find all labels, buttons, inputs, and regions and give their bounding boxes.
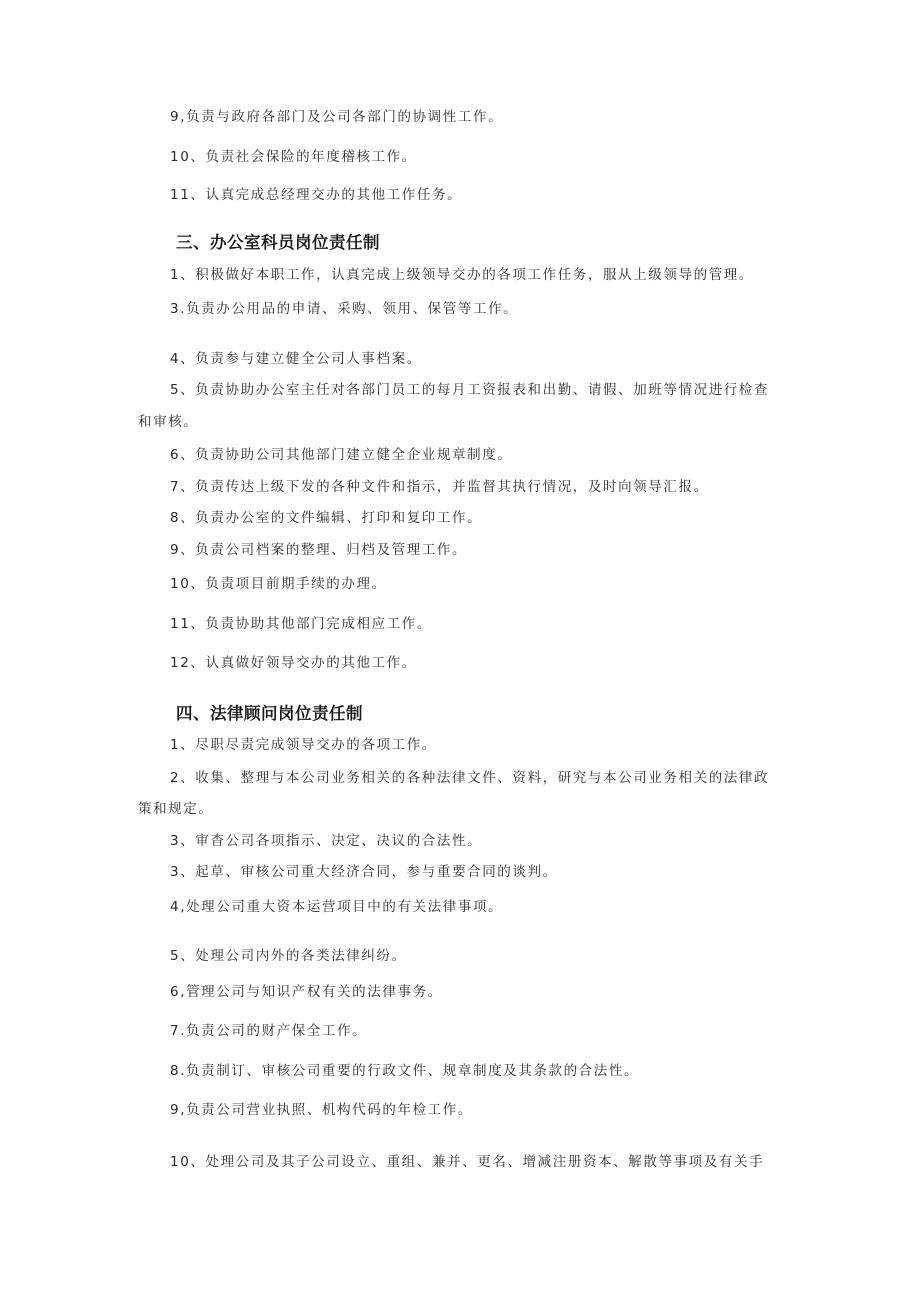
paragraph-line: 10、负责项目前期手续的办理。 bbox=[170, 576, 387, 592]
section-heading: 三、办公室科员岗位责任制 bbox=[176, 233, 380, 252]
paragraph-line: 12、认真做好领导交办的其他工作。 bbox=[170, 655, 417, 671]
paragraph-line: 8.负责制订、审核公司重要的行政文件、规章制度及其条款的合法性。 bbox=[170, 1063, 640, 1079]
paragraph-line: 9,负责公司营业执照、机构代码的年检工作。 bbox=[170, 1102, 473, 1118]
paragraph-line: 5、负责协助办公室主任对各部门员工的每月工资报表和出勤、请假、加班等情况进行检查 bbox=[170, 382, 770, 398]
paragraph-line: 1、积极做好本职工作，认真完成上级领导交办的各项工作任务，服从上级领导的管理。 bbox=[170, 267, 754, 283]
paragraph-line: 10、处理公司及其子公司设立、重组、兼并、更名、增减注册资本、解散等事项及有关手 bbox=[170, 1154, 765, 1170]
paragraph-line: 5、处理公司内外的各类法律纠纷。 bbox=[170, 948, 407, 964]
section-heading: 四、法律顾问岗位责任制 bbox=[176, 704, 363, 723]
paragraph-line: 和审核。 bbox=[138, 414, 199, 430]
paragraph-line: 9、负责公司档案的整理、归档及管理工作。 bbox=[170, 542, 468, 558]
paragraph-line: 11、负责协助其他部门完成相应工作。 bbox=[170, 616, 432, 632]
paragraph-line: 7.负责公司的财产保全工作。 bbox=[170, 1023, 368, 1039]
paragraph-line: 8、负责办公室的文件编辑、打印和复印工作。 bbox=[170, 510, 483, 526]
paragraph-line: 6、负责协助公司其他部门建立健全企业规章制度。 bbox=[170, 447, 513, 463]
paragraph-line: 3、起草、审核公司重大经济合同，参与重要合同的谈判。 bbox=[170, 864, 558, 880]
paragraph-line: 9,负责与政府各部门及公司各部门的协调性工作。 bbox=[170, 109, 504, 125]
paragraph-line: 1、尽职尽责完成领导交办的各项工作。 bbox=[170, 737, 437, 753]
paragraph-line: 4,处理公司重大资本运营项目中的有关法律事项。 bbox=[170, 899, 504, 915]
paragraph-line: 11、认真完成总经理交办的其他工作任务。 bbox=[170, 187, 463, 203]
paragraph-line: 3.负责办公用品的申请、采购、领用、保管等工作。 bbox=[170, 301, 519, 317]
paragraph-line: 7、负责传达上级下发的各种文件和指示，并监督其执行情况，及时向领导汇报。 bbox=[170, 479, 709, 495]
paragraph-line: 2、收集、整理与本公司业务相关的各种法律文件、资料，研究与本公司业务相关的法律政 bbox=[170, 770, 770, 786]
paragraph-line: 3、审杳公司各项指示、决定、决议的合法性。 bbox=[170, 833, 483, 849]
paragraph-line: 6,管理公司与知识产权有关的法律事务。 bbox=[170, 984, 443, 1000]
paragraph-line: 策和规定。 bbox=[138, 801, 214, 817]
paragraph-line: 4、负责参与建立健全公司人事档案。 bbox=[170, 351, 422, 367]
paragraph-line: 10、负责社会保险的年度稽核工作。 bbox=[170, 149, 417, 165]
